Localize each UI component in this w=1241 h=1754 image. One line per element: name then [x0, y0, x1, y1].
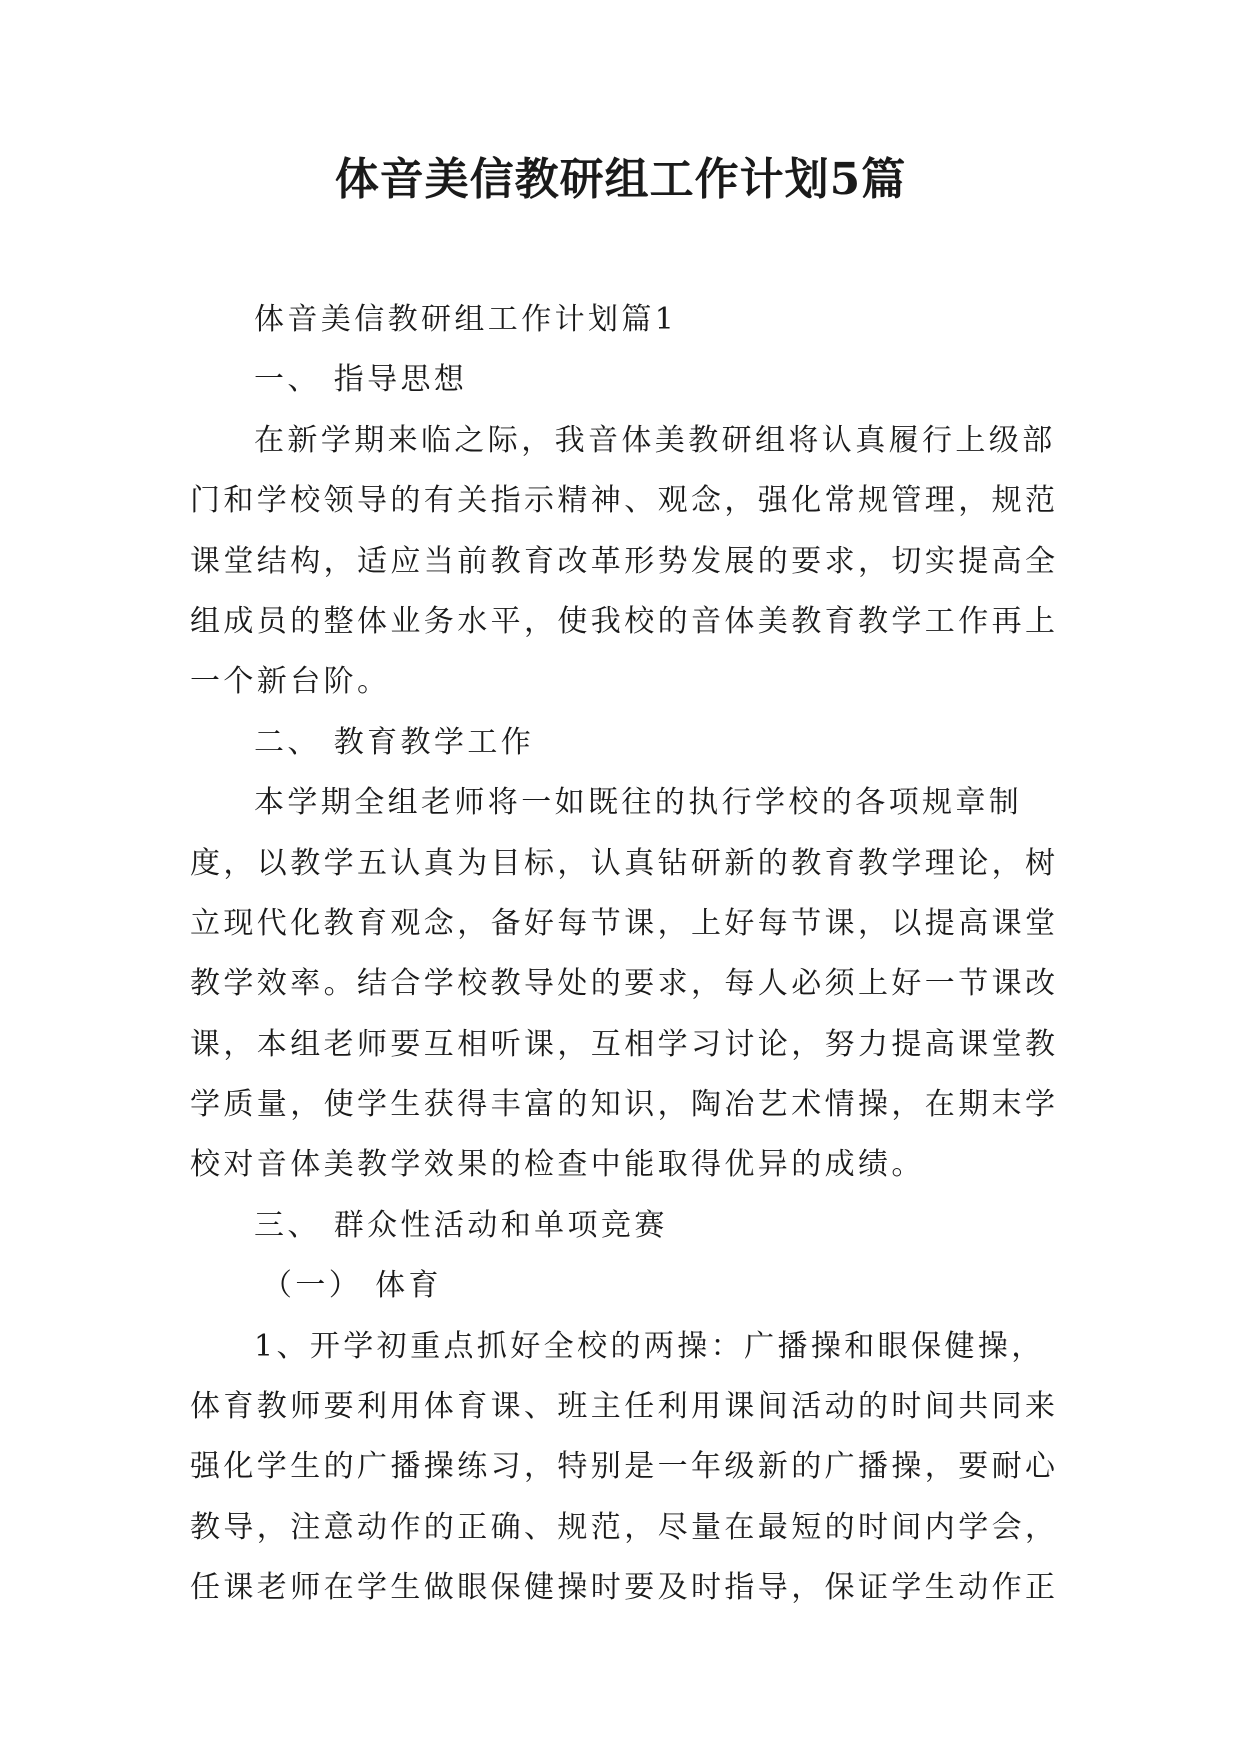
- subsection-heading: （一） 体育: [262, 1268, 442, 1304]
- subsection-heading: 三、 群众性活动和单项竞赛: [254, 1207, 668, 1243]
- paragraph-line: 1、开学初重点抓好全校的两操：广播操和眼保健操，: [254, 1328, 1045, 1364]
- paragraph-line: 度，以教学五认真为目标，认真钻研新的教育教学理论，树: [190, 845, 1059, 881]
- subsection-heading: 二、 教育教学工作: [254, 724, 535, 760]
- paragraph-line: 强化学生的广播操练习，特别是一年级新的广播操，要耐心: [190, 1449, 1059, 1485]
- paragraph-line: 组成员的整体业务水平，使我校的音体美教育教学工作再上: [190, 603, 1059, 639]
- paragraph-line: 一个新台阶。: [190, 664, 391, 700]
- paragraph-line: 立现代化教育观念，备好每节课，上好每节课，以提高课堂: [190, 905, 1059, 941]
- paragraph-line: 课堂结构，适应当前教育改革形势发展的要求，切实提高全: [190, 543, 1059, 579]
- paragraph-line: 门和学校领导的有关指示精神、观念，强化常规管理，规范: [190, 483, 1059, 519]
- paragraph-line: 体育教师要利用体育课、班主任利用课间活动的时间共同来: [190, 1389, 1059, 1425]
- paragraph-line: 学质量，使学生获得丰富的知识，陶冶艺术情操，在期末学: [190, 1087, 1059, 1123]
- subsection-heading: 一、 指导思想: [254, 362, 468, 398]
- section-heading: 体音美信教研组工作计划篇1: [254, 302, 678, 337]
- paragraph-line: 课，本组老师要互相听课，互相学习讨论，努力提高课堂教: [190, 1026, 1059, 1062]
- paragraph-line: 校对音体美教学效果的检查中能取得优异的成绩。: [190, 1147, 925, 1183]
- paragraph-line: 在新学期来临之际，我音体美教研组将认真履行上级部: [254, 422, 1056, 458]
- document-title: 体音美信教研组工作计划5篇: [334, 154, 907, 205]
- paragraph-line: 本学期全组老师将一如既往的执行学校的各项规章制: [254, 785, 1023, 821]
- paragraph-line: 教学效率。结合学校教导处的要求，每人必须上好一节课改: [190, 966, 1059, 1002]
- document-body: [190, 290, 1059, 1619]
- paragraph-line: 教导，注意动作的正确、规范，尽量在最短的时间内学会，: [190, 1509, 1059, 1545]
- paragraph-line: 任课老师在学生做眼保健操时要及时指导，保证学生动作正: [190, 1570, 1059, 1606]
